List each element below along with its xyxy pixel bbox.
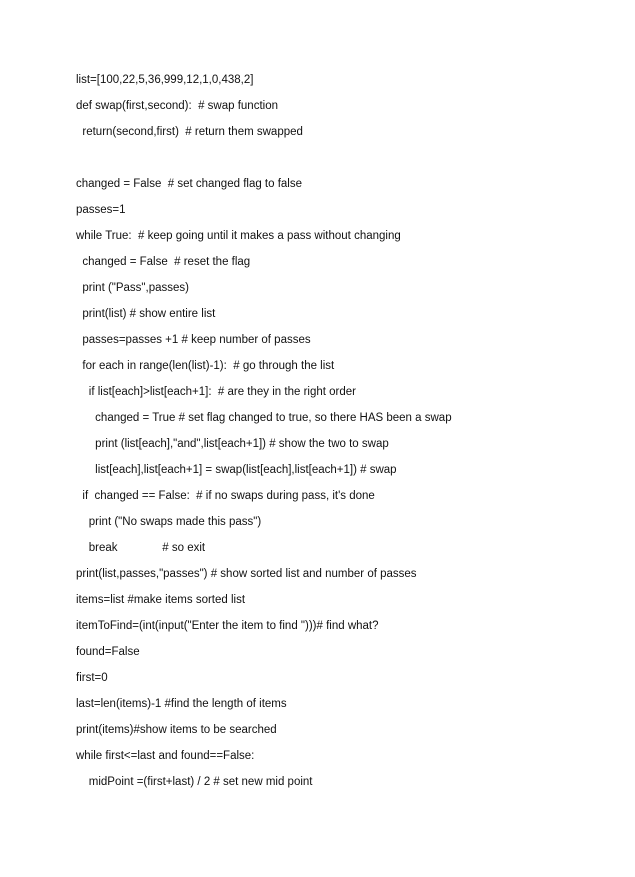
code-line: changed = False # reset the flag (76, 256, 251, 268)
code-line: break # so exit (76, 542, 206, 554)
code-line: print (list[each],"and",list[each+1]) # show the two to swap (76, 438, 389, 450)
code-line: last=len(items)-1 #find the length of items (76, 698, 287, 710)
code-line: print(items)#show items to be searched (76, 724, 277, 736)
code-line: midPoint =(first+last) / 2 # set new mid point (76, 776, 313, 788)
code-line: itemToFind=(int(input("Enter the item to find ")))# find what? (76, 620, 379, 632)
code-line: print(list,passes,"passes") # show sorted list and number of passes (76, 568, 417, 580)
code-line: print ("Pass",passes) (76, 282, 189, 294)
code-line: if changed == False: # if no swaps during pass, it's done (76, 490, 375, 502)
code-line: list=[100,22,5,36,999,12,1,0,438,2] (76, 74, 254, 86)
code-line: print(list) # show entire list (76, 308, 216, 320)
code-line: list[each],list[each+1] = swap(list[each],list[each+1]) # swap (76, 464, 397, 476)
code-line: changed = False # set changed flag to false (76, 178, 303, 190)
code-line: if list[each]>list[each+1]: # are they in the right order (76, 386, 356, 398)
code-line: while first<=last and found==False: (76, 750, 255, 762)
code-line: return(second,first) # return them swapped (76, 126, 303, 138)
blank-line (76, 148, 616, 174)
code-line: while True: # keep going until it makes a pass without changing (76, 230, 401, 242)
code-line: for each in range(len(list)-1): # go through the list (76, 360, 335, 372)
code-line: print ("No swaps made this pass") (76, 516, 262, 528)
code-line: first=0 (76, 672, 108, 684)
code-line: def swap(first,second): # swap function (76, 100, 278, 112)
code-line: items=list #make items sorted list (76, 594, 246, 606)
code-line: found=False (76, 646, 140, 658)
code-line: passes=passes +1 # keep number of passes (76, 334, 311, 346)
code-listing (76, 70, 616, 798)
code-line: changed = True # set flag changed to true, so there HAS been a swap (76, 412, 452, 424)
code-line: passes=1 (76, 204, 126, 216)
